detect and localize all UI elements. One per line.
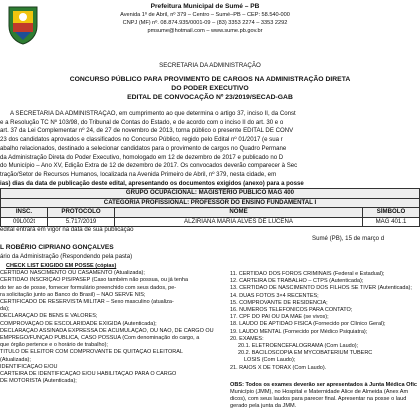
list-item: IDENTIFICAÇÃO E/OU — [0, 363, 58, 370]
checklist-title: CHECK LIST EXIGIDO EM POSSE (cópias) — [6, 263, 117, 269]
list-item: COMPROVAÇÃO DE ESCOLARIDADE EXIGIDA (Autenticada); — [0, 320, 157, 327]
prefecture-cnpj-phone: CNPJ (MF) nº. 08.874.935/0001-09 – (83) 3353 2274 – 3353 2292 — [122, 20, 288, 26]
effective-date-note: edital entrará em vigor na data de sua publicação — [0, 226, 134, 233]
document-title-line1: CONCURSO PÚBLICO PARA PROVIMENTO DE CARGOS NA ADMINISTRAÇÃO DIRETA — [69, 76, 351, 83]
group-heading: GRUPO OCUPACIONAL: MAGISTÉRIO PÚBLICO MAG 400 — [1, 189, 420, 199]
list-item: DECLARAÇÃO ASSINADA EXPRESSA DE ACUMULAÇÃO, OU NÃO, DE CARGO OU — [0, 327, 214, 334]
body-line: tração/Setor de Recursos Humanos, localizada na Avenida Primeiro de Abril, nº 379, nesta cidade, em — [0, 170, 277, 178]
municipal-crest-logo — [6, 4, 40, 46]
body-line: abalho relacionados, destinado a selecionar candidatos para o provimento de cargos no Quadro Permane — [0, 144, 287, 152]
body-line: ias) dias da data de publicação deste edital, apresentando os documentos exigidos (anexo) para a posse — [0, 179, 304, 187]
list-item: 15. COMPROVANTE DE RESIDÊNCIA; — [230, 299, 328, 306]
secretaria-heading: SECRETARIA DA ADMINISTRAÇÃO — [159, 62, 261, 69]
cell-nome: ALZIRIANA MARIA ALVES DE LUCENA — [115, 217, 363, 227]
list-item: LOSIS (Com Laudo); — [244, 357, 296, 364]
list-item: CERTIDÃO INSCRIÇÃO PIS/PASEP (Caso também não possua, ou já tenha — [0, 277, 188, 284]
body-line: e a Resolução TC Nº 103/98, do Tribunal de Contas do Estado, e de acordo com o inciso II do art. 30 e o — [0, 118, 284, 126]
list-item: 17. CPF DO PAI OU DA MÃE (se vivos); — [230, 314, 329, 321]
category-heading: CATEGORIA PROFISSIONAL: PROFESSOR DO ENSINO FUNDAMENTAL I — [1, 198, 420, 208]
cell-insc: 09L002t — [1, 217, 48, 227]
list-item: 18. LAUDO DE APTIDÃO FÍSICA (Fornecido por Clínico Geral); — [230, 321, 386, 328]
body-line: A SECRETARIA DA ADMINISTRAÇÃO, em cumprimento ao que determina o artigo 37, inciso II, da Const — [10, 110, 296, 117]
list-item: 20.2. BACILOSCOPIA EM MYCOBATERIUM TUBERC — [238, 350, 373, 357]
list-item: da); — [0, 306, 10, 313]
list-item: 11. CERTIDÃO DOS FOROS CRIMINAIS (Federal e Estadual); — [230, 271, 385, 277]
obs-line: OBS: Todos os exames deverão ser apresentados à Junta Médica Ofic — [230, 382, 418, 388]
col-header-insc: INSC. — [1, 208, 48, 218]
observation-note — [230, 382, 420, 410]
body-line: do Município – Ano XV, Edição Extra de 12 de dezembro de 2017. Os convocados deverão comparecer à Sec — [0, 162, 298, 170]
prefecture-email-website: pmsume@hotmail.com – www.sume.pb.gov.br — [147, 28, 263, 34]
list-item: TÍTULO DE ELEITOR COM COMPROVANTE DE QUITAÇÃO ELEITORAL — [0, 349, 183, 356]
prefecture-address: Avenida 1º de Abril, nº 379 – Centro – Sumé–PB – CEP: 58.540-000 — [120, 12, 290, 18]
cell-protocolo: 5.717/2019 — [48, 217, 115, 227]
signer-role: ário da Administração (Respondendo pela pasta) — [0, 253, 133, 260]
edital-number: EDITAL DE CONVOCAÇÃO Nº 23/2019/SECAD-GAB — [127, 94, 293, 101]
cell-simbolo: MAG 401.1 — [363, 217, 420, 227]
checklist-left-column — [0, 263, 220, 385]
list-item: CERTIDÃO NASCIMENTO OU CASAMENTO (Atualizada); — [0, 270, 145, 277]
col-header-protocolo: PROTOCOLO — [48, 208, 115, 218]
list-item: 13. CERTIDÃO DE NASCIMENTO DOS FILHOS SE TIVER (Autenticada); — [230, 285, 412, 292]
obs-line: gerado pela junta da JMM. — [230, 402, 297, 409]
list-item: CERTIFICADO DE RESERVISTA MILITAR – Sexo masculino (atualiza- — [0, 299, 174, 306]
convocation-table — [0, 188, 420, 227]
checklist-right-column — [230, 271, 420, 372]
obs-line: Município (JMM), no Hospital e Maternidade Alice de Almeida (Anex Am — [230, 388, 409, 395]
col-header-nome: NOME — [115, 208, 363, 218]
list-item: EMPREGO/FUNÇÃO PÚBLICA, CASO POSSUA (Com denominação do cargo, a — [0, 335, 200, 342]
body-line: art. 37 da Lei Complementar nº 24, de 27 de novembro de 2013, torna público o presente EDITAL DE CONV — [0, 127, 294, 135]
body-line: da Administração Direta do Poder Executivo, homologado em 12 de dezembro de 2017 e publicado no D — [0, 153, 284, 161]
list-item: DECLARAÇÃO DE BENS E VALORES; — [0, 313, 98, 320]
list-item: 20.1. ELETROENCEFALOGRAMA (Com Laudo); — [238, 343, 359, 350]
obs-line: dicos), com seus laudos para parecer final. Apresentar na posse o laud — [230, 395, 407, 402]
place-date-line: Sumé (PB), 15 de março d — [312, 235, 385, 242]
list-item: do ter ao de posse, fornecer formulário preenchido com seus dados, pe- — [0, 284, 177, 291]
list-item: que órgão pertence e o horário de trabalho); — [0, 342, 108, 349]
list-item: ra solicitação junto ao Banco do Brasil) – NÃO SERVE NIS; — [0, 291, 146, 298]
list-item: 21. RAIOS X DE TÓRAX (Com Laudo). — [230, 364, 327, 371]
list-item: 20. EXAMES: — [230, 335, 264, 342]
list-item: 14. DUAS FOTOS 3×4 RECENTES; — [230, 292, 319, 299]
body-line: 23 dos candidatos aprovados e classificados no Concurso Público, regido pelo Edital nº 01/2017 (e sua r — [0, 136, 283, 144]
list-item: DE MOTORISTA (Autenticada); — [0, 378, 77, 385]
prefecture-name: Prefeitura Municipal de Sumé – PB — [150, 3, 260, 10]
list-item: 16. NÚMEROS TELEFÔNICOS PARA CONTATO; — [230, 307, 353, 314]
col-header-simbolo: SÍMBOLO — [363, 208, 420, 218]
edital-body-paragraph — [0, 110, 420, 188]
list-item: CARTEIRA DE IDENTIFICAÇÃO E/OU HABILITAÇÃO PARA O CARGO — [0, 371, 177, 378]
list-item: 12. CARTEIRA DE TRABALHO – CTPS (Autenticada); — [230, 278, 364, 285]
document-title-line2: DO PODER EXECUTIVO — [171, 85, 249, 92]
list-item: (Atualizada); — [0, 356, 31, 363]
list-item: 19. LAUDO MENTAL (Fornecido por Médico Psiquiatra); — [230, 328, 368, 335]
signer-name: L ROBÉRIO CIPRIANO GONÇALVES — [0, 244, 114, 251]
